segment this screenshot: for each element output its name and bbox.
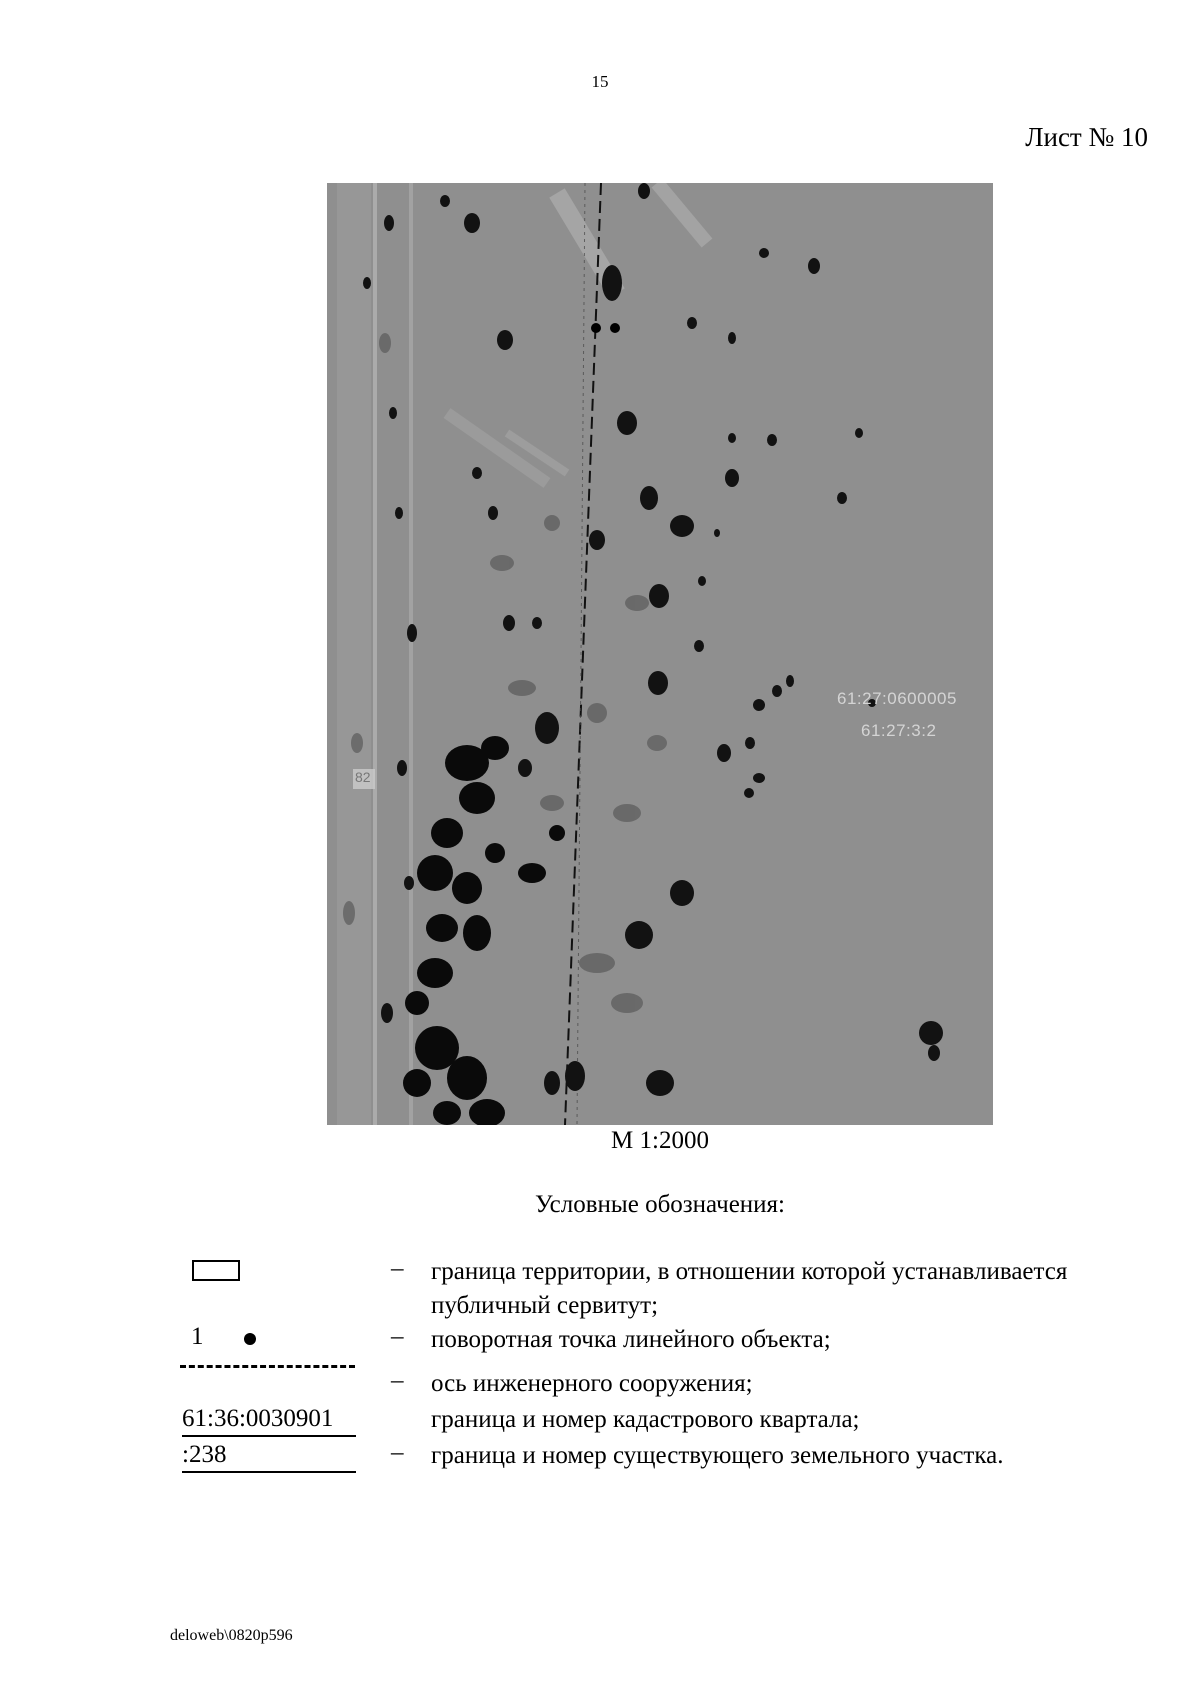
footer-path: deloweb\0820p596 <box>170 1627 293 1644</box>
legend-text-parcel: граница и номер существующего земельного участка. <box>431 1442 1004 1469</box>
turning-point-icon <box>244 1333 256 1345</box>
legend-dash: – <box>391 1255 404 1282</box>
map-label-left: 82 <box>355 769 371 785</box>
legend-text-boundary: граница территории, в отношении которой устанавливается публичный сервитут; <box>431 1258 1068 1319</box>
turning-point-number: 1 <box>191 1323 204 1350</box>
cadastral-quarter-number: 61:36:0030901 <box>182 1403 356 1437</box>
map-label-quarter: 61:27:0600005 <box>837 689 957 708</box>
legend-dash: – <box>391 1323 404 1350</box>
map-label-parcel: 61:27:3:2 <box>861 721 937 740</box>
map-scale: М 1:2000 <box>611 1127 709 1154</box>
legend-text-axis: ось инженерного сооружения; <box>431 1370 753 1397</box>
boundary-rectangle-icon <box>192 1260 240 1281</box>
aerial-map <box>327 183 993 1125</box>
parcel-number: :238 <box>182 1439 356 1473</box>
legend-text-cadastral-quarter: граница и номер кадастрового квартала; <box>431 1406 860 1433</box>
legend-text-turning-point: поворотная точка линейного объекта; <box>431 1326 831 1353</box>
legend-dash: – <box>391 1367 404 1394</box>
aerial-map-drawing <box>327 183 993 1125</box>
dashed-axis-icon <box>180 1365 355 1368</box>
sheet-label: Лист № 10 <box>1025 122 1148 152</box>
page-number: 15 <box>591 72 609 91</box>
legend-title: Условные обозначения: <box>534 1191 786 1218</box>
legend-dash: – <box>391 1439 404 1466</box>
